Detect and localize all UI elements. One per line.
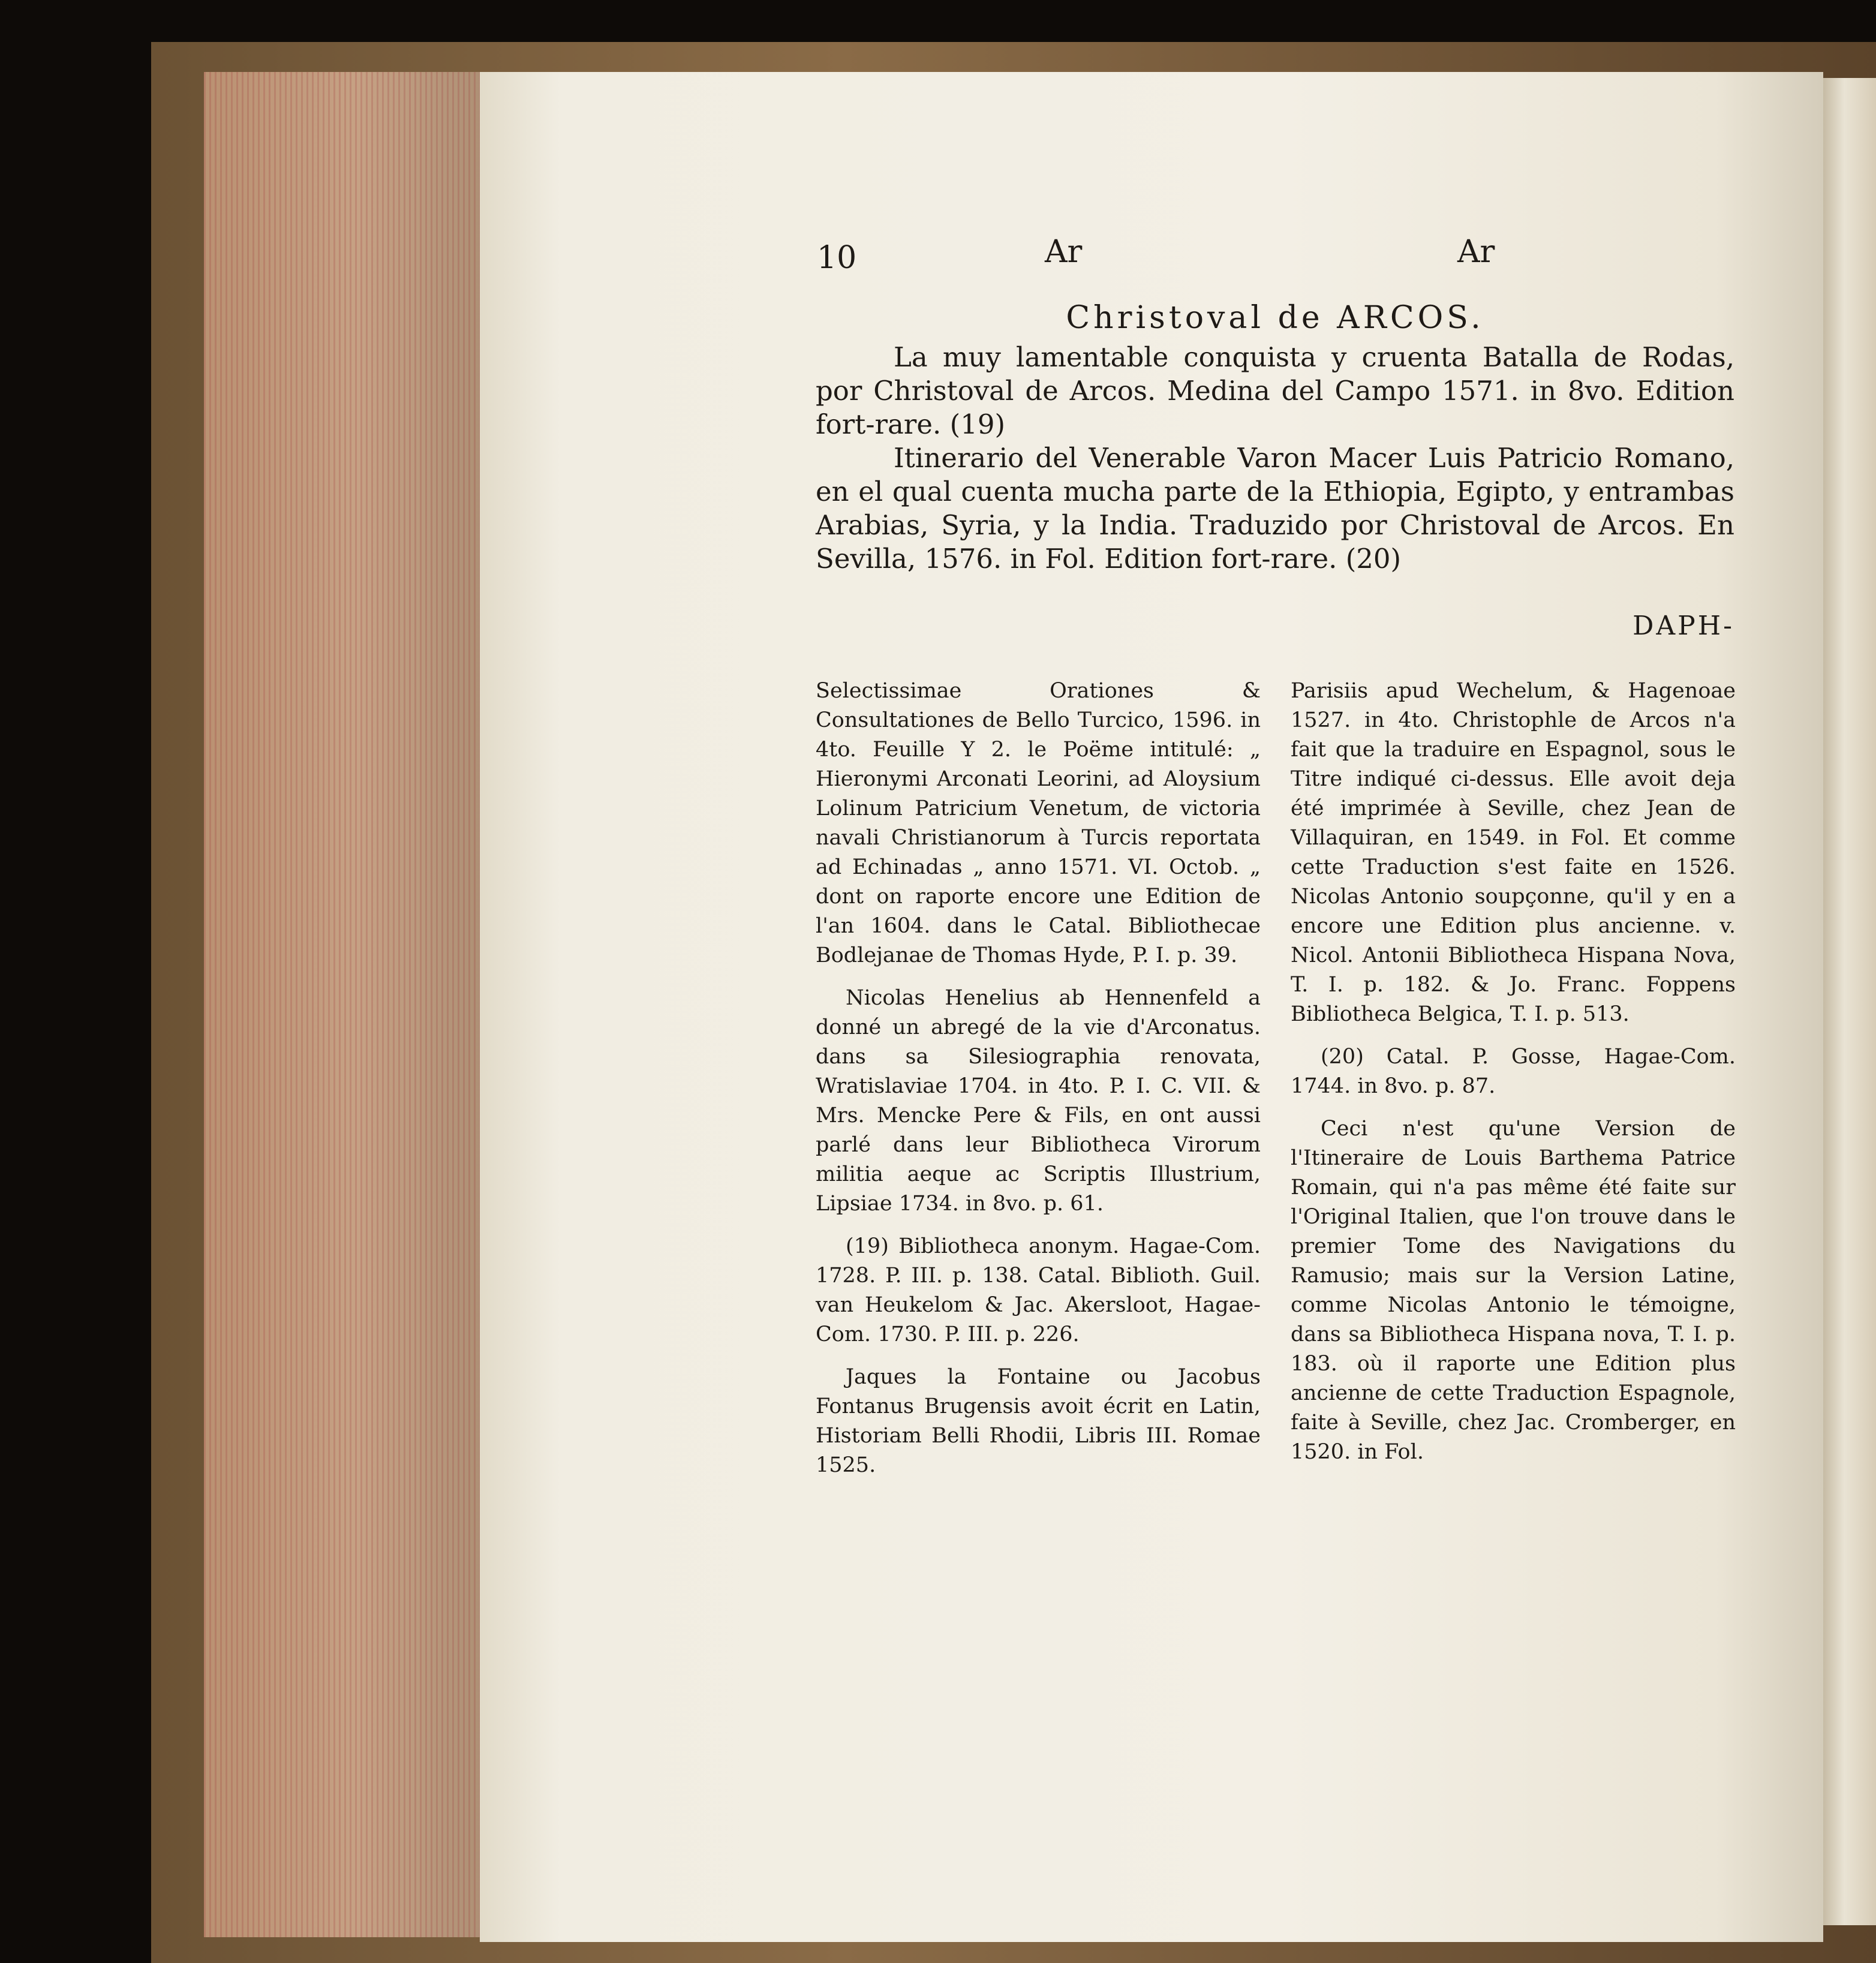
entry-title: Christoval de ARCOS. (1066, 300, 1484, 336)
page-number: 10 (817, 240, 857, 276)
note-paragraph: Parisiis apud Wechelum, & Hagenoae 1527. in 4to. Christophle de Arcos n'a fait que la traduire en Espagnol, sous le Titre indiqué ci-dessus. Elle avoit deja été imprimée à Seville, chez Jean de Villaquiran, en 1549. in Fol. Et comme cette Traduction s'est faite en 1526. Nicolas Antonio soupçonne, qu'il y en a encore une Edition plus ancienne. v. Nicol. Antonii Bibliotheca Hispana Nova, T. I. p. 182. & Jo. Franc. Foppens Bibliotheca Belgica, T. I. p. 513. (1291, 679, 1736, 1026)
footnote-19: (19) Bibliotheca anonym. Hagae-Com. 1728. P. III. p. 138. Catal. Biblioth. Guil. van Heukelom & Jac. Akersloot, Hagae-Com. 1730. P. III. p. 226. (816, 1234, 1261, 1346)
main-paragraph: La muy lamentable conquista y cruenta Batalla de Rodas, por Christoval de Arcos. Medina del Campo 1571. in 8vo. Edition fort-rare. (19) (816, 341, 1734, 440)
main-paragraph: Itinerario del Venerable Varon Macer Luis Patricio Romano, en el qual cuenta mucha parte de la Ethiopia, Egipto, y entrambas Arabias, Syria, y la India. Traduzido por Christoval de Arcos. En Sevilla, 1576. in Fol. Edition fort-rare. (20) (816, 442, 1734, 575)
running-head-right: Ar (1457, 234, 1495, 270)
notes-left-column (816, 677, 1261, 1493)
notes-right-column (1291, 677, 1736, 1480)
note-paragraph: Ceci n'est qu'une Version de l'Itineraire de Louis Barthema Patrice Romain, qui n'a pas même été faite sur l'Original Italien, que l'on trouve dans le premier Tome des Navigations du Ramusio; mais sur la Version Latine, comme Nicolas Antonio le témoigne, dans sa Bibliotheca Hispana nova, T. I. p. 183. où il raporte une Edition plus ancienne de cette Traduction Espagnole, faite à Seville, chez Jac. Cromberger, en 1520. in Fol. (1291, 1117, 1736, 1464)
note-paragraph: Selectissimae Orationes & Consultationes de Bello Turcico, 1596. in 4to. Feuille Y 2. le Poëme intitulé: „ Hieronymi Arconati Leorini, ad Aloysium Lolinum Patricium Venetum, de victoria navali Christianorum à Turcis reportata ad Echinadas „ anno 1571. VI. Octob. „ dont on raporte encore une Edition de l'an 1604. dans le Catal. Bibliothecae Bodlejanae de Thomas Hyde, P. I. p. 39. (816, 679, 1261, 967)
facing-page-edge (1823, 78, 1876, 1925)
page-block-edge (204, 72, 486, 1937)
footnote-20: (20) Catal. P. Gosse, Hagae-Com. 1744. in 8vo. p. 87. (1291, 1045, 1736, 1098)
catchword: DAPH- (1633, 611, 1734, 641)
note-paragraph: Nicolas Henelius ab Hennenfeld a donné un abregé de la vie d'Arconatus. dans sa Silesiographia renovata, Wratislaviae 1704. in 4to. P. I. C. VII. & Mrs. Mencke Pere & Fils, en ont aussi parlé dans leur Bibliotheca Virorum militia aeque ac Scriptis Illustrium, Lipsiae 1734. in 8vo. p. 61. (816, 986, 1261, 1216)
note-paragraph: Jaques la Fontaine ou Jacobus Fontanus Brugensis avoit écrit en Latin, Historiam Belli Rhodii, Libris III. Romae 1525. (816, 1365, 1261, 1477)
main-entry (816, 341, 1734, 576)
running-head-left: Ar (1045, 234, 1083, 270)
